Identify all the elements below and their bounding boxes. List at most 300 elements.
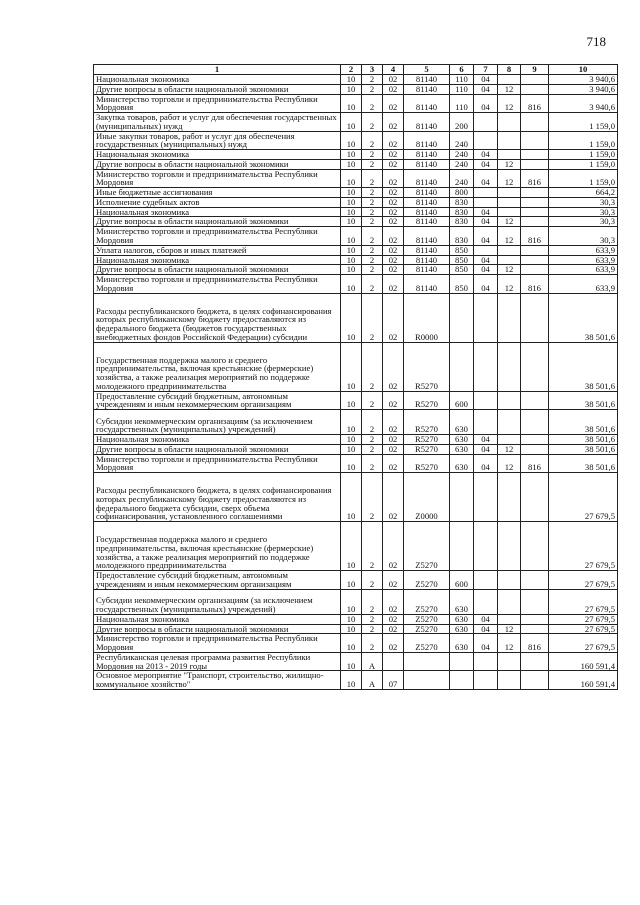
code-cell: 2 <box>362 217 383 227</box>
code-cell <box>498 410 521 435</box>
amount-cell: 3 940,6 <box>549 75 618 85</box>
code-cell: 830 <box>450 197 474 207</box>
code-cell: 81140 <box>404 197 450 207</box>
code-cell: 2 <box>362 245 383 255</box>
code-cell <box>521 391 549 410</box>
header-cell: 3 <box>362 65 383 75</box>
code-cell: 12 <box>498 454 521 473</box>
code-cell: 10 <box>341 94 362 113</box>
amount-cell: 3 940,6 <box>549 84 618 94</box>
code-cell: 2 <box>362 444 383 454</box>
row-name-cell: Другие вопросы в области национальной экономики <box>94 217 341 227</box>
amount-cell: 160 591,4 <box>549 652 618 671</box>
code-cell: 10 <box>341 444 362 454</box>
code-cell: 02 <box>383 571 404 590</box>
code-cell: 02 <box>383 207 404 217</box>
code-cell <box>498 473 521 522</box>
code-cell: 04 <box>474 217 498 227</box>
amount-cell: 27 679,5 <box>549 624 618 634</box>
code-cell <box>521 131 549 150</box>
code-cell <box>498 255 521 265</box>
code-cell: 10 <box>341 624 362 634</box>
code-cell: 816 <box>521 454 549 473</box>
code-cell <box>498 522 521 571</box>
code-cell: 2 <box>362 634 383 653</box>
code-cell: 10 <box>341 473 362 522</box>
header-cell: 10 <box>549 65 618 75</box>
row-name-cell: Национальная экономика <box>94 75 341 85</box>
row-name-cell: Иные бюджетные ассигнования <box>94 188 341 198</box>
code-cell <box>498 589 521 614</box>
code-cell: 04 <box>474 265 498 275</box>
code-cell: 2 <box>362 197 383 207</box>
code-cell: 2 <box>362 293 383 342</box>
table-row <box>94 169 618 188</box>
code-cell: Z5270 <box>404 522 450 571</box>
table-row <box>94 227 618 246</box>
code-cell <box>521 624 549 634</box>
code-cell: 02 <box>383 188 404 198</box>
code-cell: 02 <box>383 159 404 169</box>
amount-cell: 633,9 <box>549 245 618 255</box>
code-cell: 12 <box>498 624 521 634</box>
table-row <box>94 522 618 571</box>
code-cell <box>521 75 549 85</box>
code-cell: 02 <box>383 94 404 113</box>
code-cell <box>450 342 474 391</box>
code-cell: 2 <box>362 188 383 198</box>
code-cell: 2 <box>362 589 383 614</box>
amount-cell: 27 679,5 <box>549 614 618 624</box>
code-cell: 81140 <box>404 207 450 217</box>
code-cell <box>474 245 498 255</box>
code-cell: 10 <box>341 589 362 614</box>
amount-cell: 1 159,0 <box>549 169 618 188</box>
amount-cell: 1 159,0 <box>549 159 618 169</box>
code-cell: 02 <box>383 169 404 188</box>
code-cell <box>521 473 549 522</box>
row-name-cell: Субсидии некоммерческим организациям (за исключением государственных (муниципальных) учреждений) <box>94 589 341 614</box>
header-cell: 5 <box>404 65 450 75</box>
table-row <box>94 473 618 522</box>
code-cell: 600 <box>450 391 474 410</box>
code-cell: 2 <box>362 227 383 246</box>
code-cell: 816 <box>521 169 549 188</box>
row-name-cell: Предоставление субсидий бюджетным, автономным учреждениям и иным некоммерческим организациям <box>94 391 341 410</box>
code-cell <box>498 293 521 342</box>
code-cell: 81140 <box>404 94 450 113</box>
code-cell: 10 <box>341 435 362 445</box>
code-cell: 10 <box>341 159 362 169</box>
amount-cell: 27 679,5 <box>549 473 618 522</box>
code-cell: 04 <box>474 227 498 246</box>
code-cell: 02 <box>383 265 404 275</box>
amount-cell: 1 159,0 <box>549 131 618 150</box>
code-cell <box>474 188 498 198</box>
code-cell: 02 <box>383 624 404 634</box>
code-cell <box>521 159 549 169</box>
amount-cell: 38 501,6 <box>549 435 618 445</box>
table-row <box>94 113 618 132</box>
code-cell <box>498 197 521 207</box>
amount-cell: 27 679,5 <box>549 589 618 614</box>
code-cell: 12 <box>498 217 521 227</box>
code-cell <box>404 652 450 671</box>
code-cell: 02 <box>383 342 404 391</box>
code-cell <box>521 207 549 217</box>
code-cell: 81140 <box>404 217 450 227</box>
amount-cell: 30,3 <box>549 207 618 217</box>
code-cell <box>521 293 549 342</box>
code-cell: 630 <box>450 614 474 624</box>
code-cell: 02 <box>383 131 404 150</box>
code-cell <box>521 652 549 671</box>
table-row <box>94 589 618 614</box>
code-cell: 10 <box>341 227 362 246</box>
code-cell: 04 <box>474 454 498 473</box>
code-cell <box>521 84 549 94</box>
code-cell: 110 <box>450 94 474 113</box>
code-cell <box>498 245 521 255</box>
table-row <box>94 634 618 653</box>
code-cell: 2 <box>362 391 383 410</box>
code-cell <box>521 255 549 265</box>
code-cell: 10 <box>341 671 362 690</box>
table-row <box>94 188 618 198</box>
code-cell <box>498 188 521 198</box>
code-cell <box>474 293 498 342</box>
code-cell <box>404 671 450 690</box>
code-cell: R5270 <box>404 444 450 454</box>
code-cell: 10 <box>341 150 362 160</box>
code-cell: 10 <box>341 454 362 473</box>
amount-cell: 38 501,6 <box>549 410 618 435</box>
code-cell: 12 <box>498 94 521 113</box>
code-cell: 81140 <box>404 150 450 160</box>
code-cell <box>498 614 521 624</box>
code-cell: 02 <box>383 454 404 473</box>
code-cell: 10 <box>341 131 362 150</box>
amount-cell: 1 159,0 <box>549 150 618 160</box>
code-cell: R5270 <box>404 454 450 473</box>
code-cell: 02 <box>383 217 404 227</box>
code-cell <box>474 197 498 207</box>
amount-cell: 38 501,6 <box>549 293 618 342</box>
code-cell: 02 <box>383 293 404 342</box>
code-cell <box>521 571 549 590</box>
code-cell <box>474 589 498 614</box>
code-cell: 630 <box>450 435 474 445</box>
code-cell: 81140 <box>404 84 450 94</box>
code-cell: 12 <box>498 444 521 454</box>
code-cell: 04 <box>474 159 498 169</box>
code-cell: 2 <box>362 454 383 473</box>
code-cell: А <box>362 652 383 671</box>
header-cell: 8 <box>498 65 521 75</box>
code-cell: 04 <box>474 84 498 94</box>
table-row <box>94 293 618 342</box>
table-row <box>94 159 618 169</box>
code-cell: 2 <box>362 624 383 634</box>
code-cell: 04 <box>474 169 498 188</box>
code-cell: 81140 <box>404 75 450 85</box>
row-name-cell: Субсидии некоммерческим организациям (за исключением государственных (муниципальных) учреждений) <box>94 410 341 435</box>
amount-cell: 27 679,5 <box>549 571 618 590</box>
row-name-cell: Основное мероприятие "Транспорт, строительство, жилищно-коммунальное хозяйство" <box>94 671 341 690</box>
header-cell: 6 <box>450 65 474 75</box>
code-cell: 81140 <box>404 245 450 255</box>
code-cell: Z5270 <box>404 634 450 653</box>
code-cell: 816 <box>521 275 549 294</box>
code-cell <box>521 410 549 435</box>
code-cell: 240 <box>450 150 474 160</box>
code-cell: 2 <box>362 571 383 590</box>
code-cell <box>498 150 521 160</box>
header-cell: 2 <box>341 65 362 75</box>
row-name-cell: Министерство торговли и предпринимательства Республики Мордовия <box>94 94 341 113</box>
table-row <box>94 245 618 255</box>
amount-cell: 30,3 <box>549 197 618 207</box>
code-cell: 850 <box>450 265 474 275</box>
table-row <box>94 275 618 294</box>
code-cell: 81140 <box>404 275 450 294</box>
code-cell: 110 <box>450 75 474 85</box>
amount-cell: 633,9 <box>549 255 618 265</box>
code-cell: 02 <box>383 391 404 410</box>
code-cell: 10 <box>341 197 362 207</box>
code-cell <box>498 391 521 410</box>
code-cell: 830 <box>450 227 474 246</box>
code-cell <box>450 293 474 342</box>
code-cell: 02 <box>383 522 404 571</box>
table-row <box>94 391 618 410</box>
table-row <box>94 435 618 445</box>
code-cell: 2 <box>362 275 383 294</box>
table-row <box>94 217 618 227</box>
code-cell: 10 <box>341 275 362 294</box>
code-cell: 850 <box>450 275 474 294</box>
code-cell <box>450 522 474 571</box>
code-cell <box>450 652 474 671</box>
code-cell <box>474 652 498 671</box>
code-cell: 04 <box>474 94 498 113</box>
row-name-cell: Предоставление субсидий бюджетным, автономным учреждениям и иным некоммерческим организациям <box>94 571 341 590</box>
code-cell: 630 <box>450 634 474 653</box>
code-cell <box>521 217 549 227</box>
code-cell: 02 <box>383 589 404 614</box>
code-cell <box>521 113 549 132</box>
row-name-cell: Иные закупки товаров, работ и услуг для обеспечения государственных (муниципальных) нужд <box>94 131 341 150</box>
code-cell: 04 <box>474 207 498 217</box>
code-cell <box>474 113 498 132</box>
code-cell <box>521 435 549 445</box>
code-cell <box>521 614 549 624</box>
code-cell: 10 <box>341 169 362 188</box>
table-body <box>94 75 618 690</box>
amount-cell: 38 501,6 <box>549 444 618 454</box>
code-cell <box>521 150 549 160</box>
code-cell: 81140 <box>404 159 450 169</box>
code-cell: 630 <box>450 444 474 454</box>
header-cell: 1 <box>94 65 341 75</box>
code-cell <box>521 671 549 690</box>
code-cell: 12 <box>498 169 521 188</box>
code-cell: 12 <box>498 634 521 653</box>
code-cell: 2 <box>362 435 383 445</box>
code-cell: 816 <box>521 94 549 113</box>
code-cell: 200 <box>450 113 474 132</box>
row-name-cell: Исполнение судебных актов <box>94 197 341 207</box>
code-cell: 10 <box>341 113 362 132</box>
amount-cell: 1 159,0 <box>549 113 618 132</box>
code-cell: 10 <box>341 265 362 275</box>
code-cell: 02 <box>383 473 404 522</box>
code-cell <box>474 571 498 590</box>
amount-cell: 27 679,5 <box>549 522 618 571</box>
amount-cell: 664,2 <box>549 188 618 198</box>
code-cell: 12 <box>498 227 521 246</box>
code-cell: 02 <box>383 113 404 132</box>
table-row <box>94 207 618 217</box>
header-cell: 9 <box>521 65 549 75</box>
code-cell: А <box>362 671 383 690</box>
code-cell: Z5270 <box>404 614 450 624</box>
code-cell: 02 <box>383 150 404 160</box>
code-cell: 12 <box>498 275 521 294</box>
code-cell: 2 <box>362 342 383 391</box>
row-name-cell: Другие вопросы в области национальной экономики <box>94 624 341 634</box>
table-row <box>94 624 618 634</box>
row-name-cell: Другие вопросы в области национальной экономики <box>94 444 341 454</box>
code-cell <box>498 113 521 132</box>
code-cell: 02 <box>383 614 404 624</box>
code-cell: 10 <box>341 634 362 653</box>
code-cell <box>521 522 549 571</box>
code-cell: 81140 <box>404 188 450 198</box>
code-cell: R5270 <box>404 342 450 391</box>
code-cell: 850 <box>450 255 474 265</box>
code-cell <box>474 342 498 391</box>
code-cell: 02 <box>383 227 404 246</box>
code-cell: 04 <box>474 444 498 454</box>
code-cell <box>521 444 549 454</box>
code-cell: 2 <box>362 150 383 160</box>
code-cell <box>521 188 549 198</box>
code-cell: 830 <box>450 207 474 217</box>
table-row <box>94 342 618 391</box>
code-cell: 04 <box>474 614 498 624</box>
code-cell: 10 <box>341 255 362 265</box>
code-cell <box>521 197 549 207</box>
code-cell: 630 <box>450 410 474 435</box>
code-cell <box>498 75 521 85</box>
code-cell <box>498 131 521 150</box>
code-cell: 10 <box>341 342 362 391</box>
amount-cell: 160 591,4 <box>549 671 618 690</box>
row-name-cell: Национальная экономика <box>94 435 341 445</box>
code-cell: 10 <box>341 614 362 624</box>
row-name-cell: Республиканская целевая программа развития Республики Мордовия на 2013 - 2019 годы <box>94 652 341 671</box>
header-cell: 4 <box>383 65 404 75</box>
code-cell: 2 <box>362 614 383 624</box>
code-cell: 240 <box>450 131 474 150</box>
row-name-cell: Министерство торговли и предпринимательства Республики Мордовия <box>94 454 341 473</box>
code-cell: 04 <box>474 275 498 294</box>
code-cell <box>521 589 549 614</box>
row-name-cell: Другие вопросы в области национальной экономики <box>94 84 341 94</box>
code-cell: 04 <box>474 624 498 634</box>
code-cell: 850 <box>450 245 474 255</box>
code-cell: 240 <box>450 159 474 169</box>
code-cell: 2 <box>362 473 383 522</box>
code-cell: R5270 <box>404 391 450 410</box>
row-name-cell: Министерство торговли и предпринимательства Республики Мордовия <box>94 275 341 294</box>
code-cell <box>498 435 521 445</box>
code-cell <box>498 671 521 690</box>
table-row <box>94 150 618 160</box>
code-cell: 2 <box>362 75 383 85</box>
code-cell: 10 <box>341 522 362 571</box>
code-cell: 07 <box>383 671 404 690</box>
code-cell: 04 <box>474 435 498 445</box>
row-name-cell: Государственная поддержка малого и среднего предпринимательства, включая крестьянские (фермерские) хозяйства, а также реализация мероприятий по поддержке молодежного предпринимательства <box>94 522 341 571</box>
table-row <box>94 454 618 473</box>
page-number: 718 <box>586 34 606 49</box>
table-row <box>94 94 618 113</box>
header-row <box>94 65 618 75</box>
code-cell: 2 <box>362 159 383 169</box>
row-name-cell: Министерство торговли и предпринимательства Республики Мордовия <box>94 634 341 653</box>
table-row <box>94 410 618 435</box>
code-cell: 10 <box>341 293 362 342</box>
row-name-cell: Другие вопросы в области национальной экономики <box>94 265 341 275</box>
code-cell: 02 <box>383 275 404 294</box>
code-cell: 830 <box>450 217 474 227</box>
code-cell: 81140 <box>404 169 450 188</box>
code-cell: 2 <box>362 410 383 435</box>
code-cell: 2 <box>362 113 383 132</box>
code-cell: 2 <box>362 94 383 113</box>
code-cell <box>474 473 498 522</box>
code-cell: 12 <box>498 159 521 169</box>
code-cell: 630 <box>450 454 474 473</box>
code-cell <box>521 265 549 275</box>
code-cell: 81140 <box>404 255 450 265</box>
code-cell: R5270 <box>404 410 450 435</box>
code-cell: 81140 <box>404 131 450 150</box>
code-cell: R5270 <box>404 435 450 445</box>
row-name-cell: Расходы республиканского бюджета, в целях софинансирования которых республиканскому бюджету предоставляются из федерального бюджета (бюджетов государственных внебюджетных фондов Российской Федерации) субсидии <box>94 293 341 342</box>
amount-cell: 633,9 <box>549 265 618 275</box>
code-cell: 10 <box>341 75 362 85</box>
code-cell <box>521 342 549 391</box>
code-cell: 04 <box>474 75 498 85</box>
header-cell: 7 <box>474 65 498 75</box>
row-name-cell: Другие вопросы в области национальной экономики <box>94 159 341 169</box>
code-cell: Z5270 <box>404 624 450 634</box>
row-name-cell: Расходы республиканского бюджета, в целях софинансирования которых республиканскому бюджету предоставляются из федерального бюджета субсидии, сверх объема софинансирования, установленного соглашениями <box>94 473 341 522</box>
table-row <box>94 84 618 94</box>
code-cell: 800 <box>450 188 474 198</box>
code-cell: 10 <box>341 188 362 198</box>
code-cell <box>474 131 498 150</box>
code-cell: 10 <box>341 245 362 255</box>
table-row <box>94 265 618 275</box>
code-cell: 02 <box>383 75 404 85</box>
code-cell: 10 <box>341 207 362 217</box>
code-cell: 2 <box>362 265 383 275</box>
table-row <box>94 75 618 85</box>
